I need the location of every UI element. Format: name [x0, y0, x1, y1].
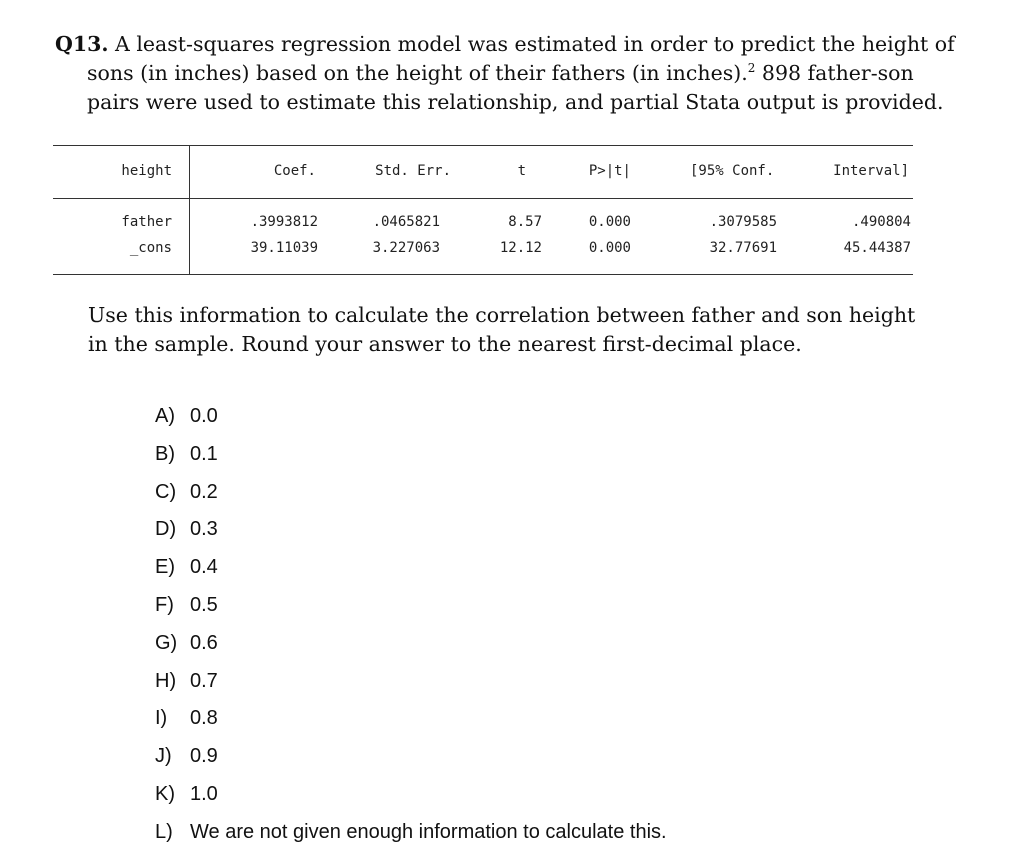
table-bottom-rule [53, 274, 913, 275]
option-letter: H) [155, 669, 177, 692]
option-letter: G) [155, 631, 178, 654]
option-text: 0.5 [190, 593, 218, 616]
option-letter: L) [155, 820, 173, 843]
answer-option[interactable] [155, 703, 667, 741]
option-letter: F) [155, 593, 174, 616]
option-letter: C) [155, 480, 177, 503]
option-letter: I) [155, 707, 168, 730]
header-coef: Coef. [273, 163, 316, 179]
option-text: 1.0 [190, 782, 218, 805]
answer-option[interactable] [155, 628, 667, 666]
row-cons-p: 0.000 [588, 240, 631, 256]
option-text: 0.6 [190, 631, 218, 654]
table-divider [189, 145, 190, 275]
row-father-coef: .3993812 [250, 214, 318, 230]
row-father-se: .0465821 [372, 214, 440, 230]
footnote-marker: 2 [747, 61, 756, 75]
option-letter: K) [155, 782, 175, 805]
header-std-err: Std. Err. [375, 163, 451, 179]
option-text: 0.7 [190, 669, 218, 692]
option-text: 0.2 [190, 480, 218, 503]
option-text: We are not given enough information to calculate this. [190, 820, 667, 843]
answer-option[interactable] [155, 779, 667, 817]
header-depvar: height [121, 163, 172, 179]
option-text: 0.9 [190, 745, 218, 768]
option-text: 0.4 [190, 556, 218, 579]
row-father-p: 0.000 [588, 214, 631, 230]
answer-option[interactable] [155, 590, 667, 628]
option-text: 0.0 [190, 405, 218, 427]
row-cons-t: 12.12 [499, 240, 542, 256]
option-text: 0.3 [190, 518, 218, 541]
table-header-rule [53, 198, 913, 199]
option-letter: E) [155, 556, 175, 579]
question-body-end: 898 father-son pairs were used to estimate this relationship, and partial Stata output is provided. [87, 61, 944, 114]
answer-option[interactable] [155, 741, 667, 779]
answer-options [155, 401, 667, 855]
answer-option[interactable] [155, 666, 667, 704]
row-father-t: 8.57 [508, 214, 542, 230]
row-father-ci-low: .3079585 [709, 214, 777, 230]
row-cons-coef: 39.11039 [250, 240, 318, 256]
option-text: 0.1 [190, 442, 218, 465]
row-cons-se: 3.227063 [372, 240, 440, 256]
row-father-ci-high: .490804 [851, 214, 911, 230]
row-cons-ci-low: 32.77691 [709, 240, 777, 256]
answer-option[interactable] [155, 439, 667, 477]
answer-option[interactable] [155, 477, 667, 515]
question-text [55, 30, 955, 117]
instruction-text: Use this information to calculate the correlation between father and son height in the sample. Round your answer to the nearest first-decimal place. [88, 303, 916, 356]
answer-option[interactable] [155, 552, 667, 590]
option-letter: B) [155, 442, 175, 465]
answer-option[interactable] [155, 401, 667, 439]
question-number: Q13. [55, 32, 109, 56]
stata-regression-table [53, 145, 913, 275]
row-cons-ci-high: 45.44387 [843, 240, 911, 256]
question-paragraph [55, 30, 955, 117]
header-p: P>|t| [588, 163, 631, 179]
question-body-start: A least-squares regression model was estimated in order to predict the height of sons (in inches) based on the height of their fathers (in inches). [87, 32, 955, 85]
header-t: t [517, 163, 526, 179]
option-text: 0.8 [190, 707, 218, 730]
option-letter: D) [155, 518, 177, 541]
option-letter: J) [155, 745, 172, 768]
header-ci-low: [95% Conf. [690, 163, 775, 179]
answer-option[interactable] [155, 817, 667, 855]
header-ci-high: Interval] [833, 163, 909, 179]
row-father-var: father [121, 214, 172, 230]
row-cons-var: _cons [129, 240, 172, 256]
option-letter: A) [155, 405, 175, 427]
table-top-rule [53, 145, 913, 146]
answer-option[interactable] [155, 514, 667, 552]
